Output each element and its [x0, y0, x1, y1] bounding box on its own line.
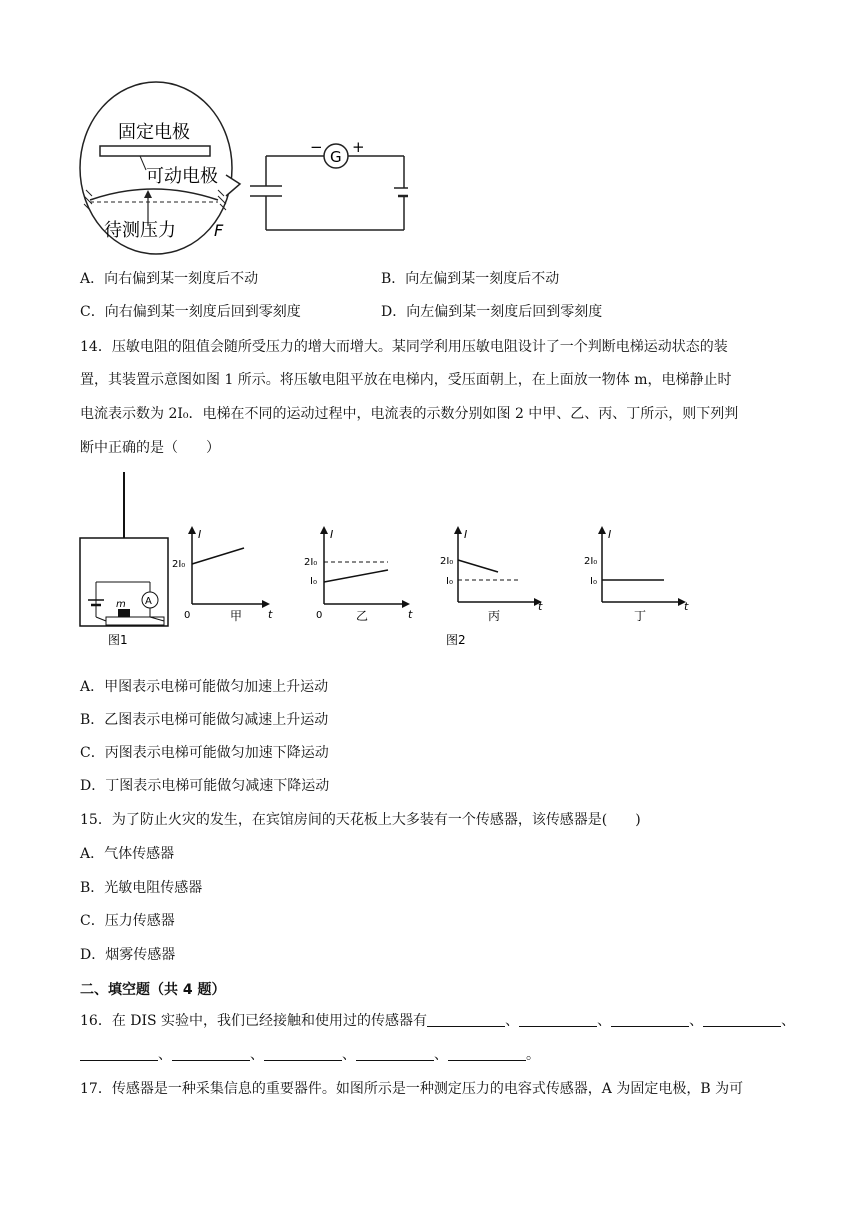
- q15-option-c[interactable]: C．压力传感器: [80, 913, 175, 929]
- ammeter-label: A: [145, 596, 152, 607]
- graph-jia-x-label: t: [268, 608, 273, 621]
- q16-line2: [80, 1046, 540, 1064]
- fig1-caption: 图1: [108, 633, 128, 647]
- q14-option-c[interactable]: C．丙图表示电梯可能做匀加速下降运动: [80, 745, 329, 761]
- graph-ding-y-label: I: [608, 528, 612, 541]
- graph-jia-line: [192, 548, 244, 564]
- graph-jia-y-arrow: [188, 526, 196, 534]
- q16-blank-9[interactable]: [448, 1046, 526, 1061]
- mass-block: [118, 609, 130, 617]
- force-symbol: F: [214, 221, 224, 240]
- q13-option-b[interactable]: B．向左偏到某一刻度后不动: [381, 271, 560, 287]
- graph-yi-tick-2i0: 2I₀: [304, 557, 318, 568]
- q14-stem-line3: 电流表示数为 2I₀．电梯在不同的运动过程中，电流表的示数分别如图 2 中甲、乙、丙、丁所示，则下列判: [80, 406, 739, 422]
- q14-option-a[interactable]: A．甲图表示电梯可能做匀加速上升运动: [80, 679, 329, 695]
- q16-sep: 、: [250, 1047, 264, 1063]
- q14-stem-line4: 断中正确的是（ ）: [80, 440, 220, 456]
- graph-jia-x-arrow: [262, 600, 270, 608]
- fixed-plate: [100, 146, 210, 156]
- graph-bing-y-arrow: [454, 526, 462, 534]
- graph-bing-tick-i0: I₀: [446, 576, 453, 587]
- q16-sep: 、: [158, 1047, 172, 1063]
- graph-bing-name: 丙: [488, 609, 501, 623]
- graph-jia-tick-2i0: 2I₀: [172, 559, 186, 570]
- q16-sep: 、: [597, 1013, 612, 1029]
- q16-blank-8[interactable]: [356, 1046, 434, 1061]
- fixed-plate-label: 固定电极: [118, 122, 190, 143]
- q14-stem-line2: 置，其装置示意图如图 1 所示。将压敏电阻平放在电梯内，受压面朝上，在上面放一物体 m，电梯静止时: [80, 372, 732, 388]
- graph-yi-y-arrow: [320, 526, 328, 534]
- q15-option-b[interactable]: B．光敏电阻传感器: [80, 880, 203, 896]
- galvanometer-minus: −: [310, 138, 323, 156]
- q16-line1: [80, 1012, 795, 1030]
- q16-blank-2[interactable]: [519, 1012, 597, 1027]
- q13-option-a[interactable]: A．向右偏到某一刻度后不动: [80, 271, 259, 287]
- graph-bing-tick-2i0: 2I₀: [440, 556, 454, 567]
- q16-end: 。: [526, 1047, 540, 1063]
- q15-option-d[interactable]: D．烟雾传感器: [80, 947, 176, 963]
- q16-sep: 、: [434, 1047, 448, 1063]
- q16-blank-1[interactable]: [427, 1012, 505, 1027]
- q15-stem: 15．为了防止火灾的发生，在宾馆房间的天花板上大多装有一个传感器，该传感器是( ): [80, 812, 641, 828]
- movable-plate: [90, 189, 218, 200]
- q14-figure: [78, 472, 700, 658]
- mass-label: m: [116, 599, 126, 610]
- q16-sep: 、: [505, 1013, 520, 1029]
- graph-jia-name: 甲: [230, 609, 243, 623]
- q14-stem-line1: 14．压敏电阻的阻值会随所受压力的增大而增大。某同学利用压敏电阻设计了一个判断电梯运动状态的装: [80, 339, 728, 355]
- graph-jia: [172, 526, 273, 623]
- q14-option-b[interactable]: B．乙图表示电梯可能做匀减速上升运动: [80, 712, 329, 728]
- graph-ding-tick-i0: I₀: [590, 576, 597, 587]
- q16-blank-4[interactable]: [703, 1012, 781, 1027]
- graph-yi: [304, 526, 413, 623]
- graph-jia-origin: 0: [184, 610, 191, 621]
- section-2-title: 二、填空题（共 4 题）: [80, 982, 226, 998]
- q13-figure: [78, 78, 408, 256]
- graph-ding-y-arrow: [598, 526, 606, 534]
- force-label: 待测压力: [104, 220, 176, 241]
- graph-yi-x-arrow: [402, 600, 410, 608]
- galvanometer-label: G: [330, 148, 342, 166]
- graph-jia-y-label: I: [198, 528, 202, 541]
- q15-option-a[interactable]: A．气体传感器: [80, 846, 175, 862]
- q14-figure-svg: [78, 472, 700, 658]
- graph-yi-origin: 0: [316, 610, 323, 621]
- q16-prefix: 16．在 DIS 实验中，我们已经接触和使用过的传感器有: [80, 1013, 428, 1029]
- graph-yi-x-label: t: [408, 608, 413, 621]
- graph-yi-line: [324, 570, 388, 582]
- q16-sep: 、: [781, 1013, 796, 1029]
- graph-ding-name: 丁: [634, 609, 647, 623]
- movable-plate-label: 可动电极: [146, 166, 218, 187]
- q16-blank-6[interactable]: [172, 1046, 250, 1061]
- graph-bing: [440, 526, 543, 647]
- graph-ding: [584, 526, 689, 623]
- q14-option-d[interactable]: D．丁图表示电梯可能做匀减速下降运动: [80, 778, 330, 794]
- graph-yi-name: 乙: [356, 609, 369, 623]
- q16-sep: 、: [342, 1047, 356, 1063]
- q16-sep: 、: [689, 1013, 704, 1029]
- q16-blank-5[interactable]: [80, 1046, 158, 1061]
- q16-blank-7[interactable]: [264, 1046, 342, 1061]
- circuit-resistor-left: [96, 617, 106, 621]
- force-arrow-head: [144, 190, 152, 198]
- q13-figure-svg: [78, 78, 408, 256]
- q16-blank-3[interactable]: [611, 1012, 689, 1027]
- graph-yi-y-label: I: [330, 528, 334, 541]
- graph-bing-y-label: I: [464, 528, 468, 541]
- graph-ding-tick-2i0: 2I₀: [584, 556, 598, 567]
- fig2-caption: 图2: [446, 633, 466, 647]
- graph-bing-x-label: t: [538, 600, 543, 613]
- right-mount-hatch: [218, 190, 226, 210]
- graph-bing-line: [458, 560, 498, 572]
- graph-ding-x-label: t: [684, 600, 689, 613]
- q13-option-d[interactable]: D．向左偏到某一刻度后回到零刻度: [381, 304, 603, 320]
- q13-option-c[interactable]: C．向右偏到某一刻度后回到零刻度: [80, 304, 301, 320]
- galvanometer-plus: +: [352, 138, 365, 156]
- magnifier-pointer: [226, 175, 240, 196]
- graph-yi-tick-i0: I₀: [310, 576, 317, 587]
- q17-stem-line1: 17．传感器是一种采集信息的重要器件。如图所示是一种测定压力的电容式传感器，A 为固定电极，B 为可: [80, 1081, 744, 1097]
